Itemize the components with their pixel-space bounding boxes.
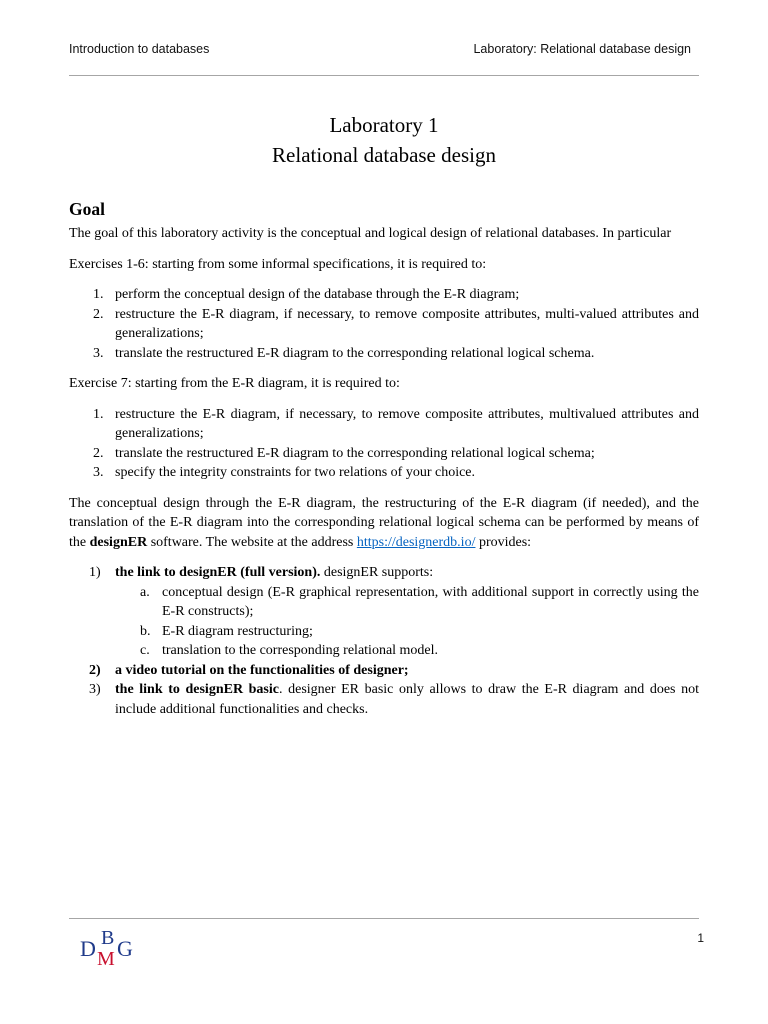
logo-letter-g: G <box>117 936 133 961</box>
list-item: 1) the link to designER (full version). designER supports: <box>89 565 434 580</box>
list-item: 2) a video tutorial on the functionalities of designer; <box>89 662 409 678</box>
list-item: 1. perform the conceptual design of the database through the E-R diagram; <box>93 287 520 302</box>
sub-list-item: c. translation to the corresponding relational model. <box>140 643 439 658</box>
logo-letter-d: D <box>80 936 96 961</box>
list-item: 2. translate the restructured E-R diagram to the corresponding relational logical schema; <box>93 445 595 461</box>
footer-divider <box>69 918 699 919</box>
page-number: 1 <box>697 931 704 945</box>
list-item: 2. restructure the E-R diagram, if necessary, to remove composite attributes, multi-valued attributes and generalizations; <box>93 306 699 341</box>
list-item: 3) the link to designER basic. designer ER basic only allows to draw the E-R diagram and does not include additional functionalities and checks. <box>89 682 699 717</box>
list-item: 3. specify the integrity constraints for two relations of your choice. <box>93 465 476 480</box>
header-divider <box>69 75 699 76</box>
exercises-1-6-intro: Exercises 1-6: starting from some informal specifications, it is required to: <box>69 256 487 272</box>
logo-letter-b: B <box>101 927 115 949</box>
designer-paragraph: The conceptual design through the E-R diagram, the restructuring of the E-R diagram (if needed), and the translation of the E-R diagram into the corresponding relational logical schema can be performed by means of the designER software. The website at the address https://designerdb.io/ provides: <box>69 495 699 550</box>
sub-list-item: a. conceptual design (E-R graphical representation, with additional support in correctly using the E-R constructs); <box>140 584 699 619</box>
list-item: 3. translate the restructured E-R diagram to the corresponding relational logical schema. <box>93 345 595 361</box>
header-lab-title: Laboratory: Relational database design <box>473 42 691 56</box>
goal-intro: The goal of this laboratory activity is the conceptual and logical design of relational databases. In particular <box>69 226 672 241</box>
list-item: 1. restructure the E-R diagram, if necessary, to remove composite attributes, multivalued attributes and generalizations; <box>93 406 699 441</box>
dbmg-logo <box>80 926 140 966</box>
logo-letter-m: M <box>97 948 115 966</box>
exercise-7-intro: Exercise 7: starting from the E-R diagram, it is required to: <box>69 376 400 391</box>
page-title-line1: Laboratory 1 <box>329 113 439 137</box>
sub-list-item: b. E-R diagram restructuring; <box>140 623 313 639</box>
document-body <box>69 224 699 719</box>
page-title-line2: Relational database design <box>272 143 496 167</box>
header-course-title: Introduction to databases <box>69 42 210 56</box>
designerdb-link[interactable]: https://designerdb.io/ <box>356 534 476 550</box>
section-heading-goal: Goal <box>69 199 105 219</box>
